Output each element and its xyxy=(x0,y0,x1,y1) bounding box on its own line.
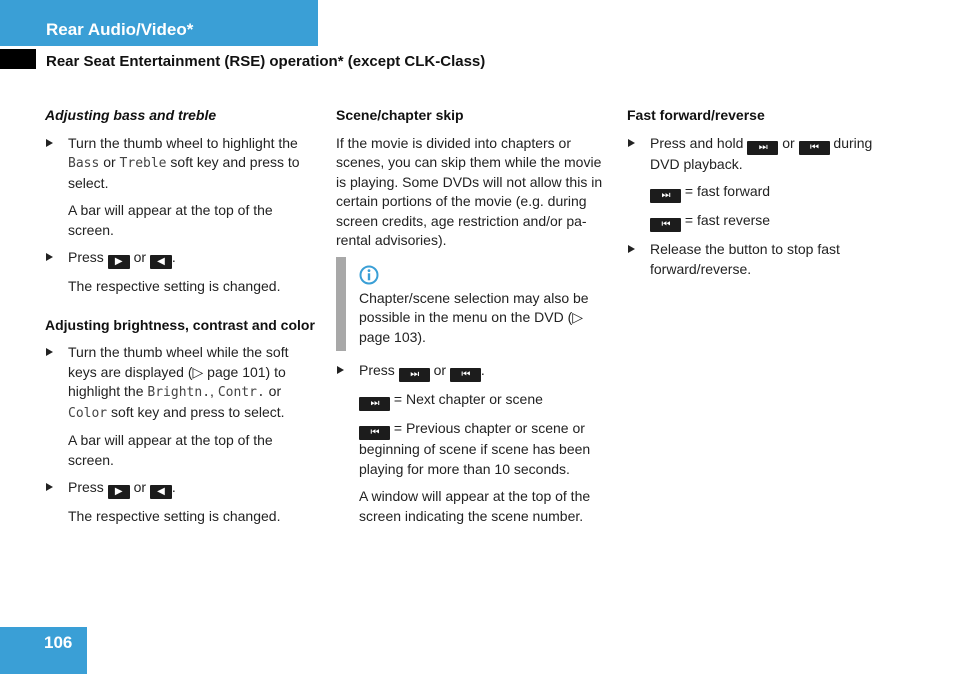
paragraph-window-appears: A window will appear at the top of the screen indicating the scene number. xyxy=(359,488,591,524)
softkey-brightness: Brightn. xyxy=(147,385,211,400)
softkey-contrast: Contr. xyxy=(217,385,265,400)
skip-forward-key-icon: ⏭ xyxy=(399,368,430,382)
section-title: Rear Audio/Video* xyxy=(46,20,194,39)
skip-back-key-icon: ⏮ xyxy=(359,426,390,440)
bullet-press-arrows-2: Press ▶ or ◀ . xyxy=(45,478,320,499)
paragraph-setting-changed: The respective setting is changed. xyxy=(68,278,281,294)
info-icon xyxy=(359,265,379,285)
heading-bass-treble: Adjusting bass and treble xyxy=(45,107,217,123)
subsection-title: Rear Seat Entertainment (RSE) operation* (except CLK-Class) xyxy=(46,53,486,70)
softkey-bass: Bass xyxy=(68,156,100,171)
skip-forward-key-icon: ⏭ xyxy=(650,189,681,203)
right-arrow-key-icon: ▶ xyxy=(108,255,130,269)
column-middle xyxy=(336,106,608,534)
item-next-chapter: ⏭ = Next chapter or scene xyxy=(336,390,608,411)
item-fast-reverse: ⏮ = fast reverse xyxy=(627,211,897,232)
info-note xyxy=(336,265,608,348)
subsection-marker xyxy=(0,49,36,69)
paragraph-setting-changed-2: The respective setting is changed. xyxy=(68,508,281,524)
heading-scene-skip: Scene/chapter skip xyxy=(336,107,464,123)
column-left xyxy=(45,106,320,535)
bullet-thumb-wheel-brightness: Turn the thumb wheel while the soft keys are displayed (▷ page 101) to highlight the Brightn., Contr. or Color soft key and press to select. xyxy=(45,343,320,423)
bullet-press-skip: Press ⏭ or ⏮ . xyxy=(336,361,608,382)
note-bar xyxy=(336,257,346,352)
bullet-thumb-wheel-bass: Turn the thumb wheel to highlight the Bass or Treble soft key and press to select. xyxy=(45,134,320,194)
bullet-press-hold: Press and hold ⏭ or ⏮ during DVD playback. xyxy=(627,134,897,175)
left-arrow-key-icon: ◀ xyxy=(150,485,172,499)
skip-forward-key-icon: ⏭ xyxy=(747,141,778,155)
note-text: Chapter/scene selection may also be possible in the menu on the DVD (▷ page 103). xyxy=(359,289,589,345)
softkey-color: Color xyxy=(68,405,108,421)
paragraph-bar-appears: A bar will appear at the top of the screen. xyxy=(68,202,273,238)
softkey-treble: Treble xyxy=(119,156,167,171)
skip-forward-key-icon: ⏭ xyxy=(359,397,390,411)
skip-back-key-icon: ⏮ xyxy=(799,141,830,155)
column-right xyxy=(627,106,897,287)
bullet-press-arrows: Press ▶ or ◀ . xyxy=(45,248,320,269)
paragraph-chapters: If the movie is divided into chapters or scenes, you can skip them while the movie is playing. Some DVDs will not allow this in certain portions of the movie (e.g. during screen credits, age restriction and/or pa-rental advisories). xyxy=(336,134,603,248)
skip-back-key-icon: ⏮ xyxy=(650,218,681,232)
page-number: 106 xyxy=(44,633,73,652)
skip-back-key-icon: ⏮ xyxy=(450,368,481,382)
heading-fast-forward: Fast forward/reverse xyxy=(627,107,765,123)
item-previous-chapter: ⏮ = Previous chapter or scene or beginning of scene if scene has been playing for more than 10 seconds. xyxy=(359,420,591,477)
heading-brightness: Adjusting brightness, contrast and color xyxy=(45,316,315,333)
right-arrow-key-icon: ▶ xyxy=(108,485,130,499)
paragraph-bar-appears-2: A bar will appear at the top of the screen. xyxy=(68,432,273,468)
item-fast-forward: ⏭ = fast forward xyxy=(627,182,897,203)
left-arrow-key-icon: ◀ xyxy=(150,255,172,269)
bullet-release-button: Release the button to stop fast forward/reverse. xyxy=(627,240,897,279)
